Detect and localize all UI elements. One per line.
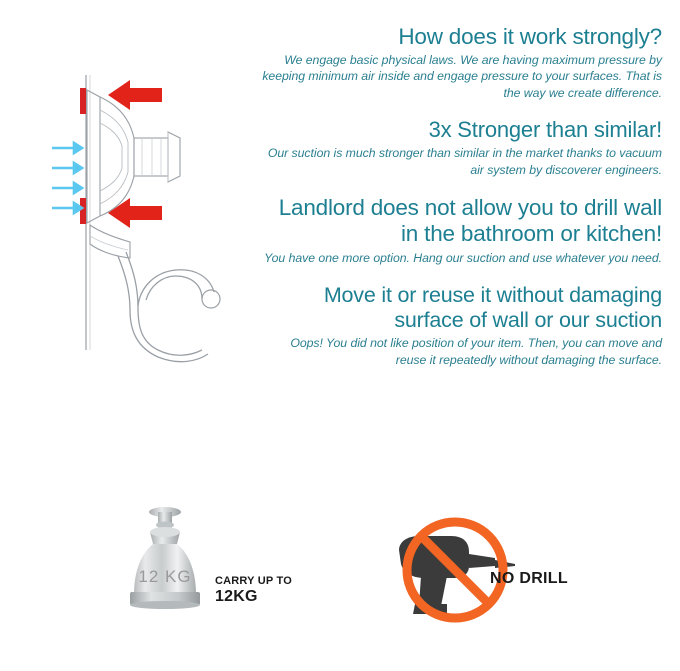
weight-capacity-badge: [120, 502, 350, 632]
benefit-heading-2: 3x Stronger than similar!: [428, 116, 662, 142]
benefit-block-3: [262, 195, 662, 266]
benefit-heading-4: Move it or reuse it without damaging surface of wall or our suction: [323, 282, 662, 332]
benefit-block-4: [262, 283, 662, 368]
benefit-heading-3: Landlord does not allow you to drill wall in the bathroom or kitchen!: [278, 194, 662, 246]
weight-caption-small: CARRY UP TO: [215, 575, 292, 587]
benefit-body-1: We engage basic physical laws. We are having maximum pressure by keeping minimum air inside and engage pressure to your surfaces. That is the way we create difference.: [262, 53, 662, 100]
no-drill-caption: NO DRILL: [490, 570, 568, 587]
benefit-body-3: You have one more option. Hang our suction and use whatever you need.: [264, 250, 662, 265]
benefits-text-column: [262, 24, 662, 385]
suction-hook-diagram: [30, 20, 270, 420]
feature-badges: [0, 470, 680, 660]
benefit-block-2: [262, 118, 662, 178]
weight-caption-big: 12KG: [215, 588, 258, 606]
benefit-block-1: [262, 24, 662, 101]
benefit-body-4: Oops! You did not like position of your item. Then, you can move and reuse it repeatedly without damaging the surface.: [290, 336, 662, 367]
weight-caption: [215, 575, 292, 606]
benefit-heading-1: How does it work strongly?: [398, 24, 662, 49]
benefit-body-2: Our suction is much stronger than similar in the market thanks to vacuum air system by discoverer engineers.: [267, 146, 662, 177]
weight-icon-text: 12 KG: [138, 567, 192, 586]
